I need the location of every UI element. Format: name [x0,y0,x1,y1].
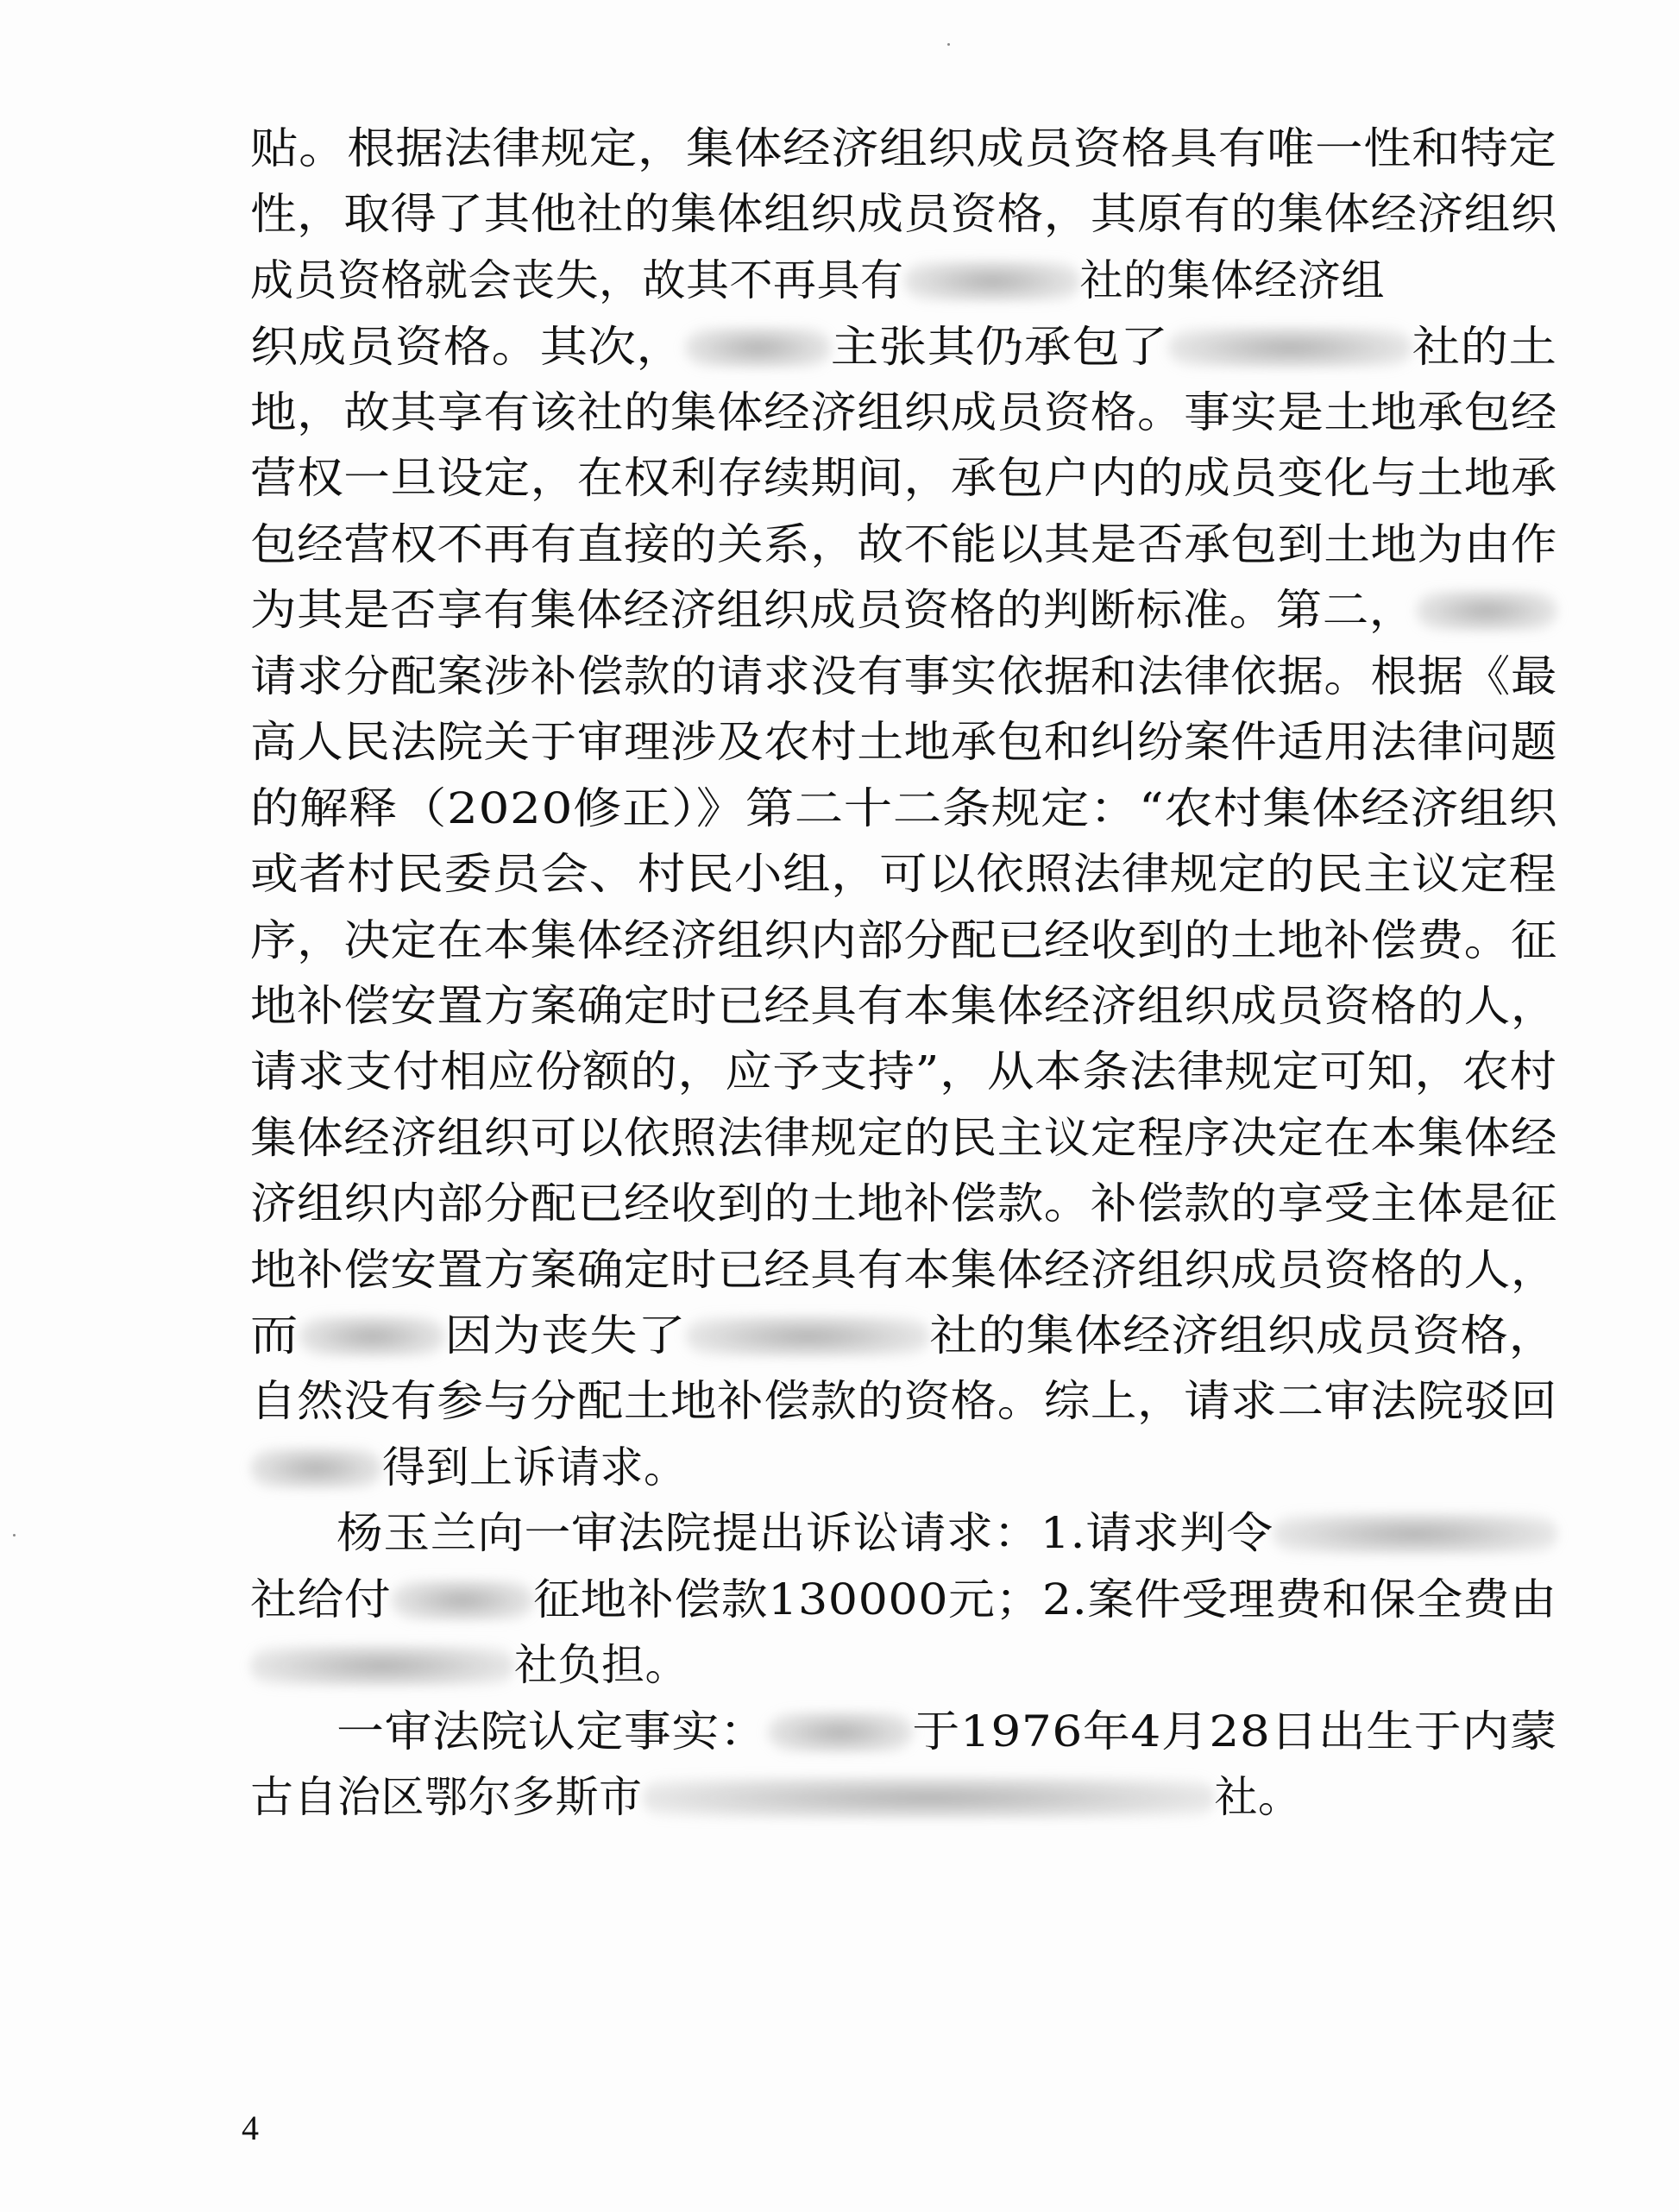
text-line [250,450,1557,506]
text-run: 包经营权不再有直接的关系，故不能以其是否承包到土地为由作 [250,519,1557,569]
text-line [250,186,1557,242]
page-number: 4 [242,2108,259,2147]
text-line [250,385,1557,440]
text-run: 于1976年4月28日出生于内蒙 [912,1706,1558,1756]
text-run: 贴。根据法律规定，集体经济组织成员资格具有唯一性和特定 [250,123,1557,173]
text-line [250,781,1557,836]
text-line [250,1176,1557,1231]
text-run: 地补偿安置方案确定时已经具有本集体经济组织成员资格的人， [250,1245,1557,1295]
text-line [250,1440,688,1495]
text-line [250,1110,1557,1166]
text-run: 为其是否享有集体经济组织成员资格的判断标准。第二， [250,585,1416,635]
redacted-text [391,1580,533,1621]
text-line [250,1637,689,1693]
text-line [250,649,1557,704]
text-run: 性，取得了其他社的集体组织成员资格，其原有的集体经济组织 [250,189,1557,239]
text-line [250,1373,1557,1429]
text-run: 营权一旦设定，在权利存续期间，承包户内的成员变化与土地承 [250,453,1557,503]
redacted-text [299,1316,444,1357]
text-line [250,1572,1557,1627]
text-run: 社的土 [1412,322,1557,372]
text-run: 古自治区鄂尔多斯市 [250,1772,643,1822]
text-run: 社的集体经济组织成员资格， [929,1310,1557,1361]
text-run: 因为丧失了 [444,1310,687,1361]
text-run: 地补偿安置方案确定时已经具有本集体经济组织成员资格的人， [250,981,1557,1031]
redacted-text [250,1448,382,1489]
redacted-text [1416,590,1557,632]
text-run: 的解释（2020修正）》第二十二条规定：“农村集体经济组织 [250,783,1558,833]
text-line [250,582,1556,638]
text-run: 主张其仍承包了 [830,322,1169,372]
text-run: 地，故其享有该社的集体经济组织成员资格。事实是土地承包经 [250,387,1557,437]
text-run: 或者村民委员会、村民小组，可以依照法律规定的民主议定程 [250,849,1557,899]
text-run: 杨玉兰向一审法院提出诉讼请求：1.请求判令 [336,1508,1273,1558]
text-line [250,1242,1557,1298]
text-run: 而 [250,1310,299,1361]
text-line [250,517,1557,572]
redacted-text [767,1712,912,1753]
text-line [250,913,1557,968]
redacted-text [686,1316,929,1357]
redacted-text [1168,327,1412,368]
redacted-text [904,261,1080,302]
text-run: 请求分配案涉补偿款的请求没有事实依据和法律依据。根据《最 [250,651,1557,701]
text-line [250,1308,1557,1363]
redacted-text [1273,1513,1558,1555]
text-line [250,846,1556,902]
text-run: 济组织内部分配已经收到的土地补偿款。补偿款的享受主体是征 [250,1178,1557,1229]
text-run: 自然没有参与分配土地补偿款的资格。综上，请求二审法院驳回 [250,1376,1557,1426]
text-line [250,319,1557,374]
text-run: 社负担。 [514,1640,689,1690]
text-line [250,978,1557,1034]
text-run: 织成员资格。其次， [250,322,685,372]
text-line [250,121,1556,176]
redacted-text [643,1777,1215,1819]
text-line [250,1769,1302,1825]
text-run: 得到上诉请求。 [382,1442,688,1492]
text-line [250,1044,1556,1099]
text-run: 集体经济组织可以依照法律规定的民主议定程序决定在本集体经 [250,1113,1557,1163]
text-run: 征地补偿款130000元；2.案件受理费和保全费由 [533,1574,1557,1624]
text-line [250,253,1385,308]
redacted-text [684,327,830,368]
text-run: 一审法院认定事实： [336,1706,768,1756]
text-run: 高人民法院关于审理涉及农村土地承包和纠纷案件适用法律问题 [250,717,1557,767]
scan-speck [13,1534,16,1536]
text-run: 社给付 [250,1574,392,1624]
text-line [250,714,1557,770]
text-run: 序，决定在本集体经济组织内部分配已经收到的土地补偿费。征 [250,915,1557,965]
redacted-text [250,1645,514,1687]
text-run: 社的集体经济组 [1079,255,1385,305]
text-run: 成员资格就会丧失，故其不再具有 [250,255,904,305]
text-run: 社。 [1214,1772,1302,1822]
text-run: 请求支付相应份额的，应予支持”，从本条法律规定可知，农村 [250,1046,1557,1097]
text-line [336,1505,1557,1561]
scan-speck [947,43,950,46]
text-line [336,1704,1557,1759]
